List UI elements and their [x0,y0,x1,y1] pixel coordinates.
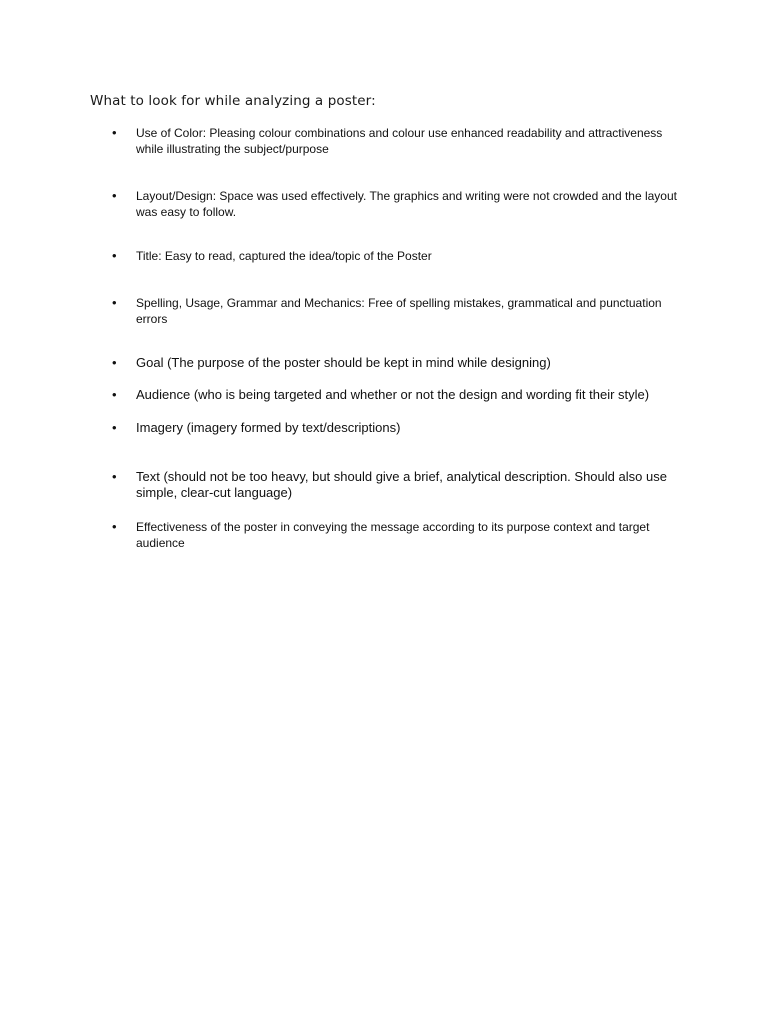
list-item-text: Layout/Design: Space was used effectively. The graphics and writing were not crowded and the layout was easy to follow. [136,189,677,219]
list-item-text: Goal (The purpose of the poster should be kept in mind while designing) [136,355,551,370]
list-item-text: Text (should not be too heavy, but should give a brief, analytical description. Should also use simple, clear-cut language) [136,469,667,500]
list-item-text: Spelling, Usage, Grammar and Mechanics: Free of spelling mistakes, grammatical and punctuation errors [136,296,662,326]
bullet-icon: • [112,519,117,534]
bullet-icon: • [112,125,117,140]
bullet-icon: • [112,355,117,370]
list-item-text: Imagery (imagery formed by text/descriptions) [136,420,401,435]
bullet-icon: • [112,248,117,263]
bullet-icon: • [112,387,117,402]
list-item-text: Effectiveness of the poster in conveying the message according to its purpose context and target audience [136,520,650,550]
list-item-text: Title: Easy to read, captured the idea/topic of the Poster [136,249,432,263]
list-item-text: Audience (who is being targeted and whether or not the design and wording fit their style) [136,387,650,402]
bullet-icon: • [112,469,117,484]
bullet-icon: • [112,295,117,310]
page-heading: What to look for while analyzing a poster: [90,93,376,109]
bullet-icon: • [112,420,117,435]
bullet-icon: • [112,188,117,203]
list-item-text: Use of Color: Pleasing colour combinations and colour use enhanced readability and attractiveness while illustrating the subject/purpose [136,126,663,156]
